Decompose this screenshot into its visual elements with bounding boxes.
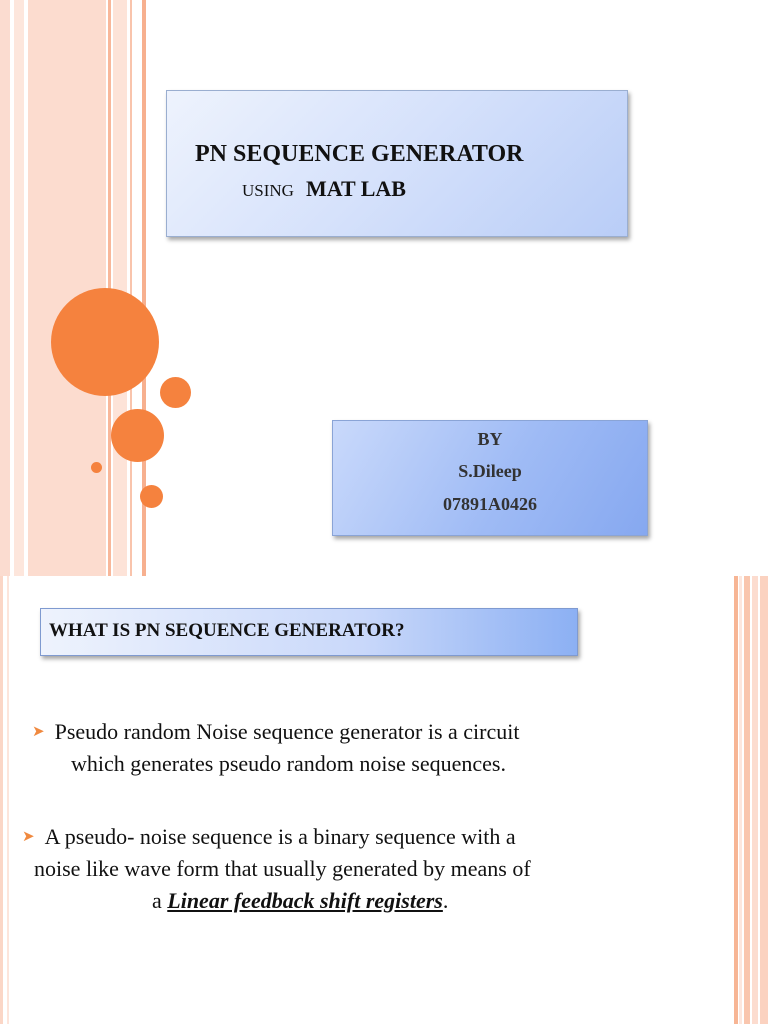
decor-stripe (760, 576, 768, 1024)
slide-subtitle (242, 176, 406, 202)
bullet-line: a Linear feedback shift registers. (152, 888, 449, 913)
bullet-line: ➤ A pseudo- noise sequence is a binary sequence with a (22, 824, 516, 849)
bullet-line: ➤ Pseudo random Noise sequence generator is a circuit (32, 719, 520, 744)
decor-stripe (0, 576, 3, 1024)
slide-heading: WHAT IS PN SEQUENCE GENERATOR? (49, 620, 405, 641)
subtitle-matlab: MAT LAB (305, 176, 406, 201)
bullet-item (32, 716, 519, 780)
decor-stripe (130, 0, 132, 576)
bullet-line: which generates pseudo random noise sequences. (71, 751, 506, 776)
bullet-line: noise like wave form that usually generated by means of (34, 856, 531, 881)
decor-circle-large (51, 288, 159, 396)
author-name: S.Dileep (458, 461, 522, 481)
author-id: 07891A0426 (443, 494, 537, 514)
decor-circle-medium (111, 409, 164, 462)
slide-definition (0, 576, 768, 1024)
title-box (166, 90, 628, 237)
heading-box (40, 608, 578, 656)
subtitle-using: USING (242, 181, 294, 200)
decor-stripe (744, 576, 750, 1024)
decor-stripe (734, 576, 738, 1024)
decor-stripe (7, 576, 9, 1024)
decor-stripe (752, 576, 758, 1024)
decor-stripe (14, 0, 24, 576)
decor-circle-tiny (91, 462, 102, 473)
decor-circle-small (160, 377, 191, 408)
arrow-bullet-icon: ➤ (32, 724, 45, 740)
bullet-item (22, 821, 531, 917)
arrow-bullet-icon: ➤ (22, 829, 35, 845)
decor-circle-small (140, 485, 163, 508)
slide-title-text: PN SEQUENCE GENERATOR (195, 141, 524, 167)
decor-stripe (0, 0, 10, 576)
author-by: BY (477, 429, 503, 449)
emphasis-term: Linear feedback shift registers (167, 888, 443, 913)
author-box (332, 420, 648, 536)
decor-stripe (739, 576, 742, 1024)
